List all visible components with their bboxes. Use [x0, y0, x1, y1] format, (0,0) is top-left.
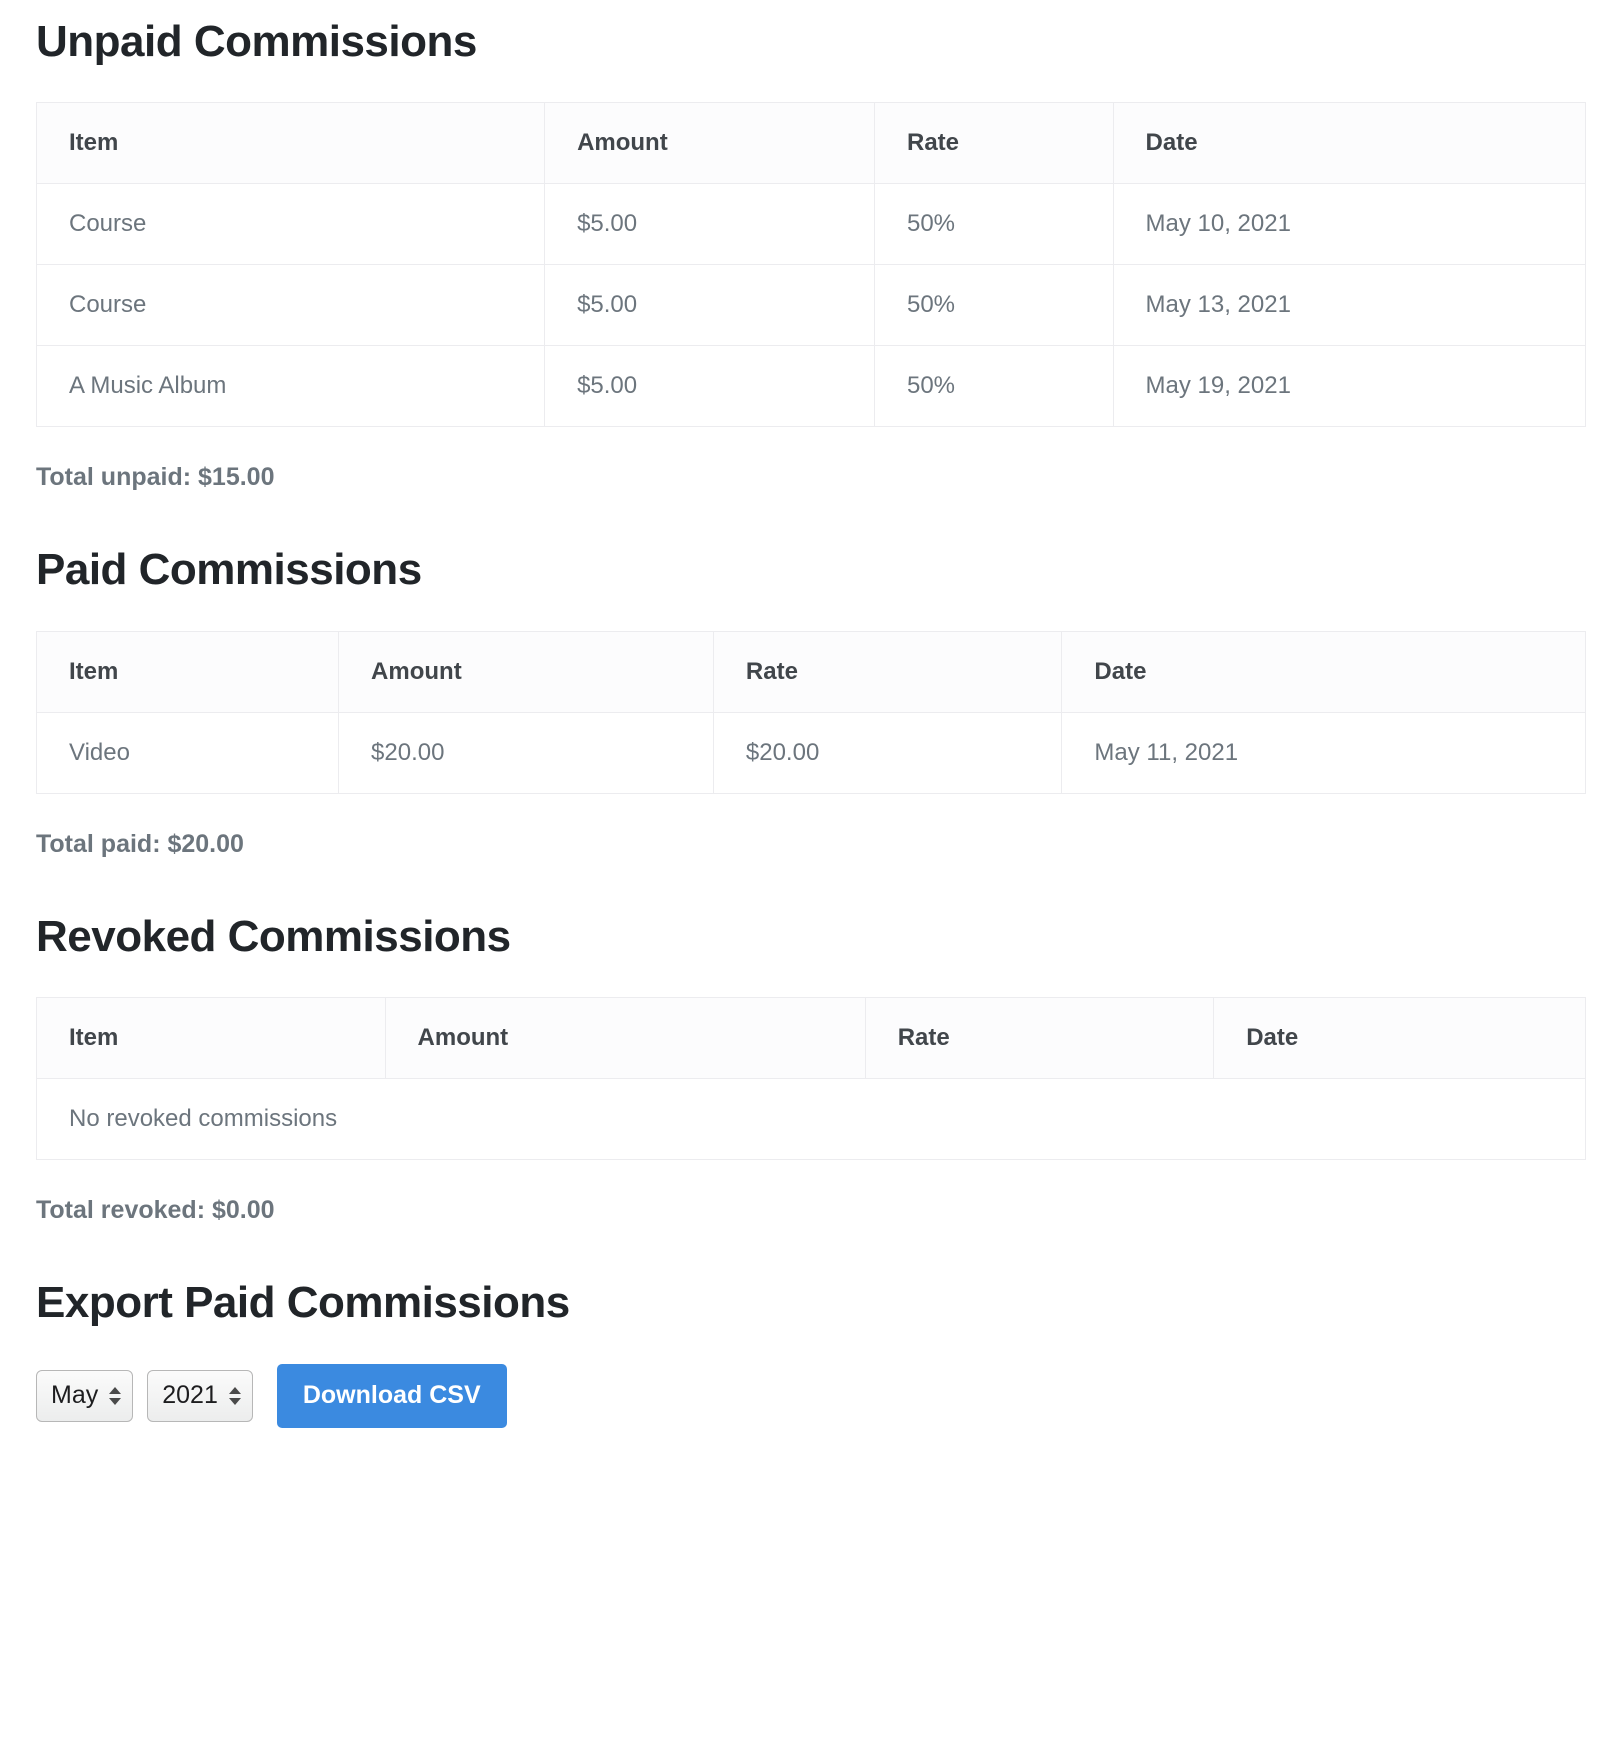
- cell-date: May 10, 2021: [1113, 184, 1585, 265]
- unpaid-commissions-section: [36, 18, 1586, 492]
- cell-date: May 13, 2021: [1113, 265, 1585, 346]
- export-section: [36, 1279, 1586, 1427]
- cell-item: Course: [37, 265, 545, 346]
- export-controls: [36, 1364, 1586, 1428]
- cell-date: May 11, 2021: [1094, 738, 1239, 766]
- revoked-commissions-table: [36, 997, 1586, 1160]
- cell-item: Course: [37, 184, 545, 265]
- stepper-arrows-icon: [229, 1387, 241, 1405]
- total-unpaid: Total unpaid: $15.00: [36, 463, 275, 492]
- table-row: [37, 184, 1586, 265]
- year-select[interactable]: [147, 1370, 253, 1422]
- table-header-row: [37, 631, 1586, 712]
- cell-amount: $5.00: [545, 346, 875, 427]
- column-header-amount: Amount: [545, 103, 875, 184]
- column-header-rate: Rate: [713, 631, 1062, 712]
- paid-commissions-section: [36, 546, 1586, 858]
- column-header-item: Item: [37, 998, 386, 1079]
- column-header-date: Date: [1214, 998, 1586, 1079]
- total-revoked: Total revoked: $0.00: [36, 1196, 275, 1225]
- revoked-commissions-section: [36, 913, 1586, 1225]
- table-row: [37, 265, 1586, 346]
- table-row: [37, 712, 1586, 793]
- paid-section-title: Paid Commissions: [36, 545, 422, 595]
- unpaid-section-title: Unpaid Commissions: [36, 17, 477, 66]
- revoked-section-title: Revoked Commissions: [36, 911, 511, 961]
- unpaid-commissions-table: [36, 102, 1586, 427]
- table-header-row: [37, 103, 1586, 184]
- column-header-rate: Rate: [865, 998, 1214, 1079]
- column-header-date: Date: [1113, 103, 1585, 184]
- cell-rate: 50%: [874, 184, 1113, 265]
- year-select-value: 2021: [162, 1381, 218, 1410]
- table-row: [37, 346, 1586, 427]
- cell-amount: $5.00: [545, 184, 875, 265]
- table-header-row: [37, 998, 1586, 1079]
- stepper-arrows-icon: [109, 1387, 121, 1405]
- cell-item: Video: [37, 712, 339, 793]
- column-header-item: Item: [37, 103, 545, 184]
- column-header-amount: Amount: [339, 631, 714, 712]
- cell-rate: 50%: [874, 346, 1113, 427]
- total-paid: Total paid: $20.00: [36, 829, 244, 858]
- download-csv-button[interactable]: Download CSV: [277, 1364, 507, 1428]
- column-header-rate: Rate: [874, 103, 1113, 184]
- month-select[interactable]: [36, 1370, 133, 1422]
- cell-date: May 19, 2021: [1145, 372, 1291, 400]
- cell-rate: 50%: [874, 265, 1113, 346]
- export-section-title: Export Paid Commissions: [36, 1278, 570, 1328]
- empty-message: No revoked commissions: [69, 1105, 338, 1133]
- table-empty-row: [37, 1079, 1586, 1160]
- cell-rate: $20.00: [713, 712, 1062, 793]
- paid-commissions-table: [36, 631, 1586, 794]
- cell-item: A Music Album: [37, 346, 545, 427]
- column-header-amount: Amount: [385, 998, 865, 1079]
- column-header-item: Item: [37, 631, 339, 712]
- cell-amount: $20.00: [339, 712, 714, 793]
- month-select-value: May: [51, 1381, 99, 1410]
- column-header-date: Date: [1062, 631, 1586, 712]
- cell-amount: $5.00: [545, 265, 875, 346]
